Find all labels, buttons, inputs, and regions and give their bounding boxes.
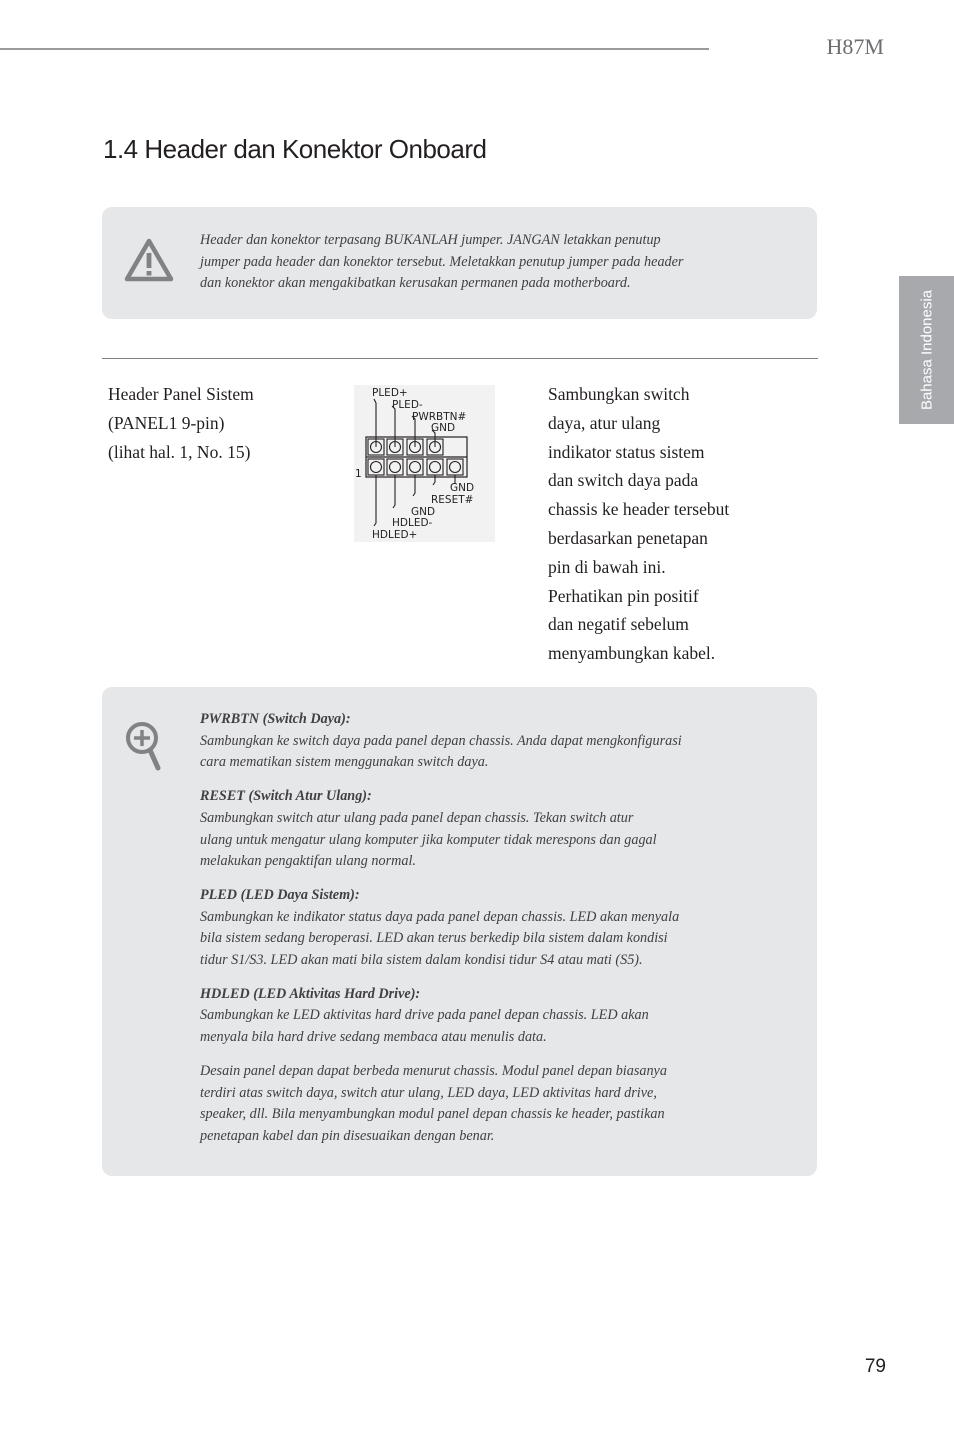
description-line: dan switch daya pada: [548, 470, 699, 491]
panel-name-line: Header Panel Sistem: [108, 384, 254, 404]
notes-box: [102, 687, 817, 1176]
note-line: ulang untuk mengatur ulang komputer jika komputer tidak merespons dan gagal: [200, 831, 657, 848]
note-line: Sambungkan ke LED aktivitas hard drive pada panel depan chassis. LED akan: [200, 1007, 649, 1024]
note-line: Sambungkan ke indikator status daya pada panel depan chassis. LED akan menyala: [200, 908, 680, 925]
description-line: Sambungkan switch: [548, 384, 690, 404]
description-line: indikator status sistem: [548, 441, 705, 462]
note-front-panel: [200, 1061, 760, 1148]
label-gnd-top: GND: [431, 422, 456, 434]
description-line: berdasarkan penetapan: [548, 527, 708, 548]
note-line: cara mematikan sistem menggunakan switch daya.: [200, 754, 489, 771]
note-heading: HDLED (LED Aktivitas Hard Drive):: [200, 985, 421, 1002]
magnifier-plus-icon: [124, 720, 164, 772]
warning-triangle-icon: [124, 237, 174, 283]
header-rule: [0, 48, 709, 50]
description-line: daya, atur ulang: [548, 412, 661, 433]
warning-line: Header dan konektor terpasang BUKANLAH jumper. JANGAN letakkan penutup: [200, 232, 661, 248]
language-tab-label: Bahasa Indonesia: [918, 289, 935, 411]
label-pwrbtn: PWRBTN#: [412, 411, 467, 423]
label-hdled-minus: HDLED-: [392, 517, 433, 529]
language-side-tab: [899, 276, 954, 424]
description-line: dan negatif sebelum: [548, 614, 689, 635]
description-line: menyambungkan kabel.: [548, 643, 716, 664]
panel1-pin-diagram: [354, 385, 495, 542]
description-line: pin di bawah ini.: [548, 556, 666, 577]
panel-description: [548, 380, 778, 668]
note-line: speaker, dll. Bila menyambungkan modul panel depan chassis ke header, pastikan: [200, 1106, 665, 1123]
note-heading: RESET (Switch Atur Ulang):: [200, 788, 372, 805]
warning-line: dan konektor akan mengakibatkan kerusakan permanen pada motherboard.: [200, 275, 631, 291]
note-heading: PWRBTN (Switch Daya):: [200, 711, 351, 727]
section-divider: [102, 358, 818, 359]
note-line: penetapan kabel dan pin disesuaikan dengan benar.: [200, 1127, 495, 1144]
label-reset: RESET#: [431, 494, 474, 506]
note-hdled: [200, 984, 760, 1049]
warning-text: [200, 230, 760, 295]
note-line: bila sistem sedang beroperasi. LED akan terus berkedip bila sistem dalam kondisi: [200, 930, 668, 947]
note-line: Sambungkan switch atur ulang pada panel depan chassis. Tekan switch atur: [200, 809, 634, 826]
note-reset: [200, 786, 760, 873]
label-pled-minus: PLED-: [392, 399, 423, 411]
warning-box: [102, 207, 817, 319]
panel-name-line: (PANEL1 9-pin): [108, 413, 225, 433]
label-pin-1: 1: [355, 468, 362, 480]
label-pled-plus: PLED+: [372, 387, 408, 399]
note-line: melakukan pengaktifan ulang normal.: [200, 853, 416, 870]
note-line: menyala bila hard drive sedang membaca atau menulis data.: [200, 1029, 547, 1046]
panel-header-name: [108, 380, 254, 467]
label-gnd-right: GND: [450, 482, 475, 494]
model-name: H87M: [826, 34, 884, 59]
section-title: 1.4 Header dan Konektor Onboard: [103, 134, 487, 164]
description-line: chassis ke header tersebut: [548, 499, 730, 520]
note-line: terdiri atas switch daya, switch atur ulang, LED daya, LED aktivitas hard drive,: [200, 1084, 657, 1101]
note-pled: [200, 885, 760, 972]
label-gnd-bottom: GND: [411, 506, 436, 518]
label-hdled-plus: HDLED+: [372, 529, 418, 541]
notes-list: [200, 709, 760, 1160]
description-line: Perhatikan pin positif: [548, 585, 699, 606]
page-number: 79: [864, 1356, 886, 1377]
note-line: Desain panel depan dapat berbeda menurut chassis. Modul panel depan biasanya: [200, 1062, 667, 1079]
panel-name-line: (lihat hal. 1, No. 15): [108, 442, 251, 462]
note-heading: PLED (LED Daya Sistem):: [200, 886, 360, 903]
note-line: Sambungkan ke switch daya pada panel depan chassis. Anda dapat mengkonfigurasi: [200, 732, 682, 749]
note-pwrbtn: [200, 709, 760, 774]
warning-line: jumper pada header dan konektor tersebut. Meletakkan penutup jumper pada header: [200, 253, 684, 270]
note-line: tidur S1/S3. LED akan mati bila sistem dalam kondisi tidur S4 atau mati (S5).: [200, 952, 643, 969]
